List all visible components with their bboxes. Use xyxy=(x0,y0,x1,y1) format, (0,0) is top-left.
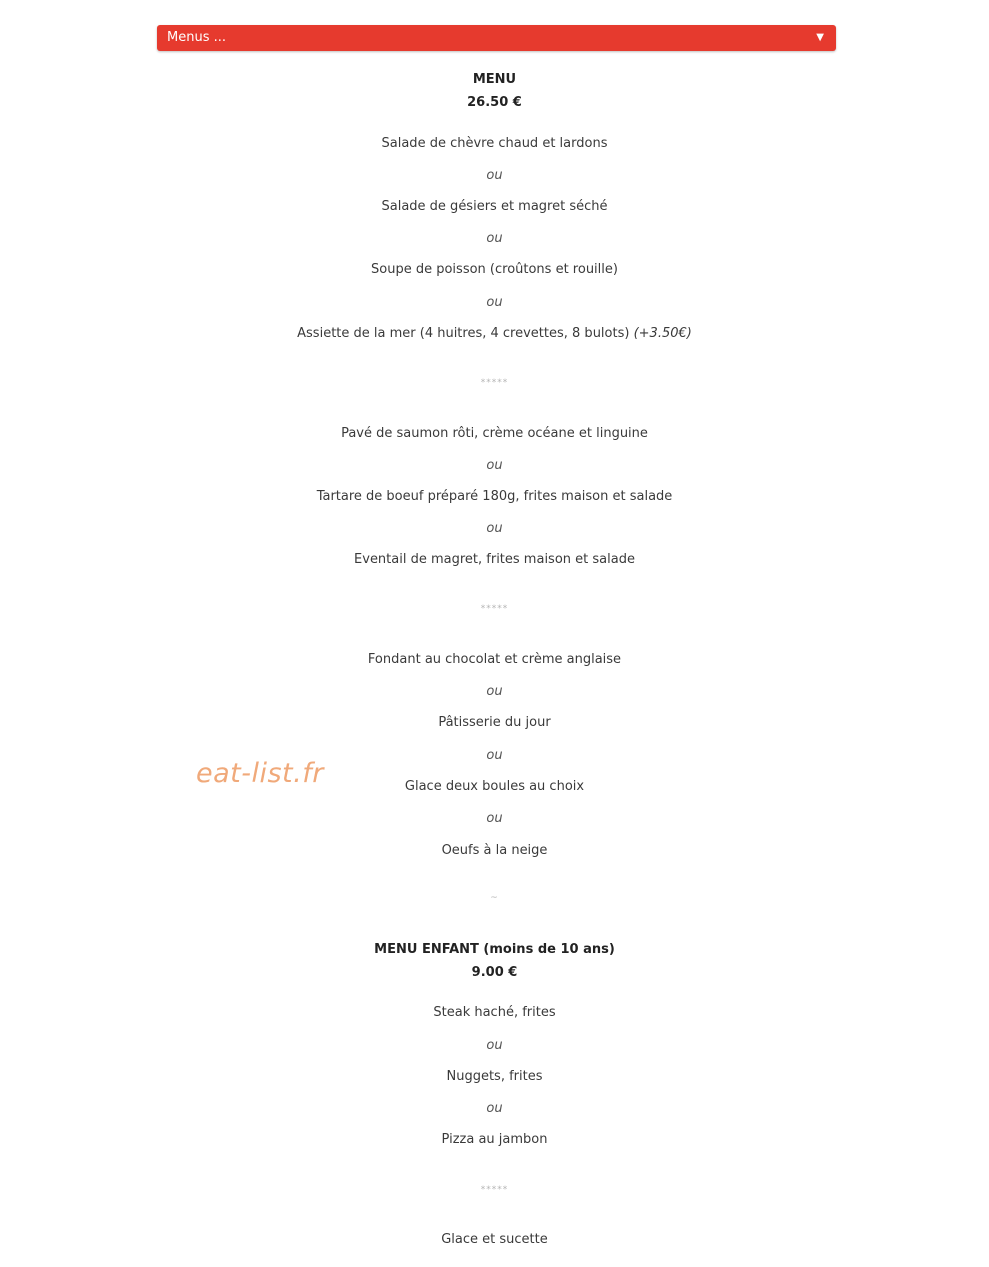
or-divider: ou xyxy=(486,168,503,183)
starter-item: Soupe de poisson (croûtons et rouille) xyxy=(371,262,618,277)
chevron-down-icon: ▼ xyxy=(816,32,824,43)
or-divider: ou xyxy=(486,295,503,310)
or-divider: ou xyxy=(486,1038,503,1053)
main-item: Eventail de magret, frites maison et salade xyxy=(354,552,635,567)
course-separator: ***** xyxy=(480,604,509,614)
dessert-item: Oeufs à la neige xyxy=(441,843,548,858)
menus-dropdown[interactable] xyxy=(157,25,836,51)
or-divider: ou xyxy=(486,521,503,536)
supplement-price: (+3.50€) xyxy=(633,326,692,341)
or-divider: ou xyxy=(486,231,503,246)
end-mark: ~ xyxy=(490,893,499,903)
kids-menu-title: MENU ENFANT (moins de 10 ans) xyxy=(374,942,615,957)
starter-item: Salade de gésiers et magret séché xyxy=(381,199,608,214)
course-separator: ***** xyxy=(480,1185,509,1195)
or-divider: ou xyxy=(486,1101,503,1116)
or-divider: ou xyxy=(486,748,503,763)
dropdown-label: Menus ... xyxy=(167,30,226,45)
main-item: Pavé de saumon rôti, crème océane et linguine xyxy=(341,426,648,441)
starter-item: Salade de chèvre chaud et lardons xyxy=(381,136,608,151)
main-item: Tartare de boeuf préparé 180g, frites maison et salade xyxy=(316,489,673,504)
dessert-item: Pâtisserie du jour xyxy=(438,715,551,730)
or-divider: ou xyxy=(486,458,503,473)
dessert-item: Glace deux boules au choix xyxy=(404,779,585,794)
dessert-item: Fondant au chocolat et crème anglaise xyxy=(367,652,622,667)
kids-main-item: Pizza au jambon xyxy=(441,1132,548,1147)
or-divider: ou xyxy=(486,684,503,699)
kids-dessert-item: Glace et sucette xyxy=(441,1232,548,1247)
kids-menu-price: 9.00 € xyxy=(471,965,518,980)
watermark: eat-list.fr xyxy=(196,758,324,789)
starter-item-text: Assiette de la mer (4 huitres, 4 crevettes, 8 bulots) xyxy=(297,326,630,341)
menu-title: MENU xyxy=(472,72,517,87)
course-separator: ***** xyxy=(480,378,509,388)
kids-main-item: Steak haché, frites xyxy=(433,1005,556,1020)
or-divider: ou xyxy=(486,811,503,826)
menu-price: 26.50 € xyxy=(467,95,522,110)
starter-item-with-supplement xyxy=(0,325,989,343)
kids-main-item: Nuggets, frites xyxy=(446,1069,543,1084)
